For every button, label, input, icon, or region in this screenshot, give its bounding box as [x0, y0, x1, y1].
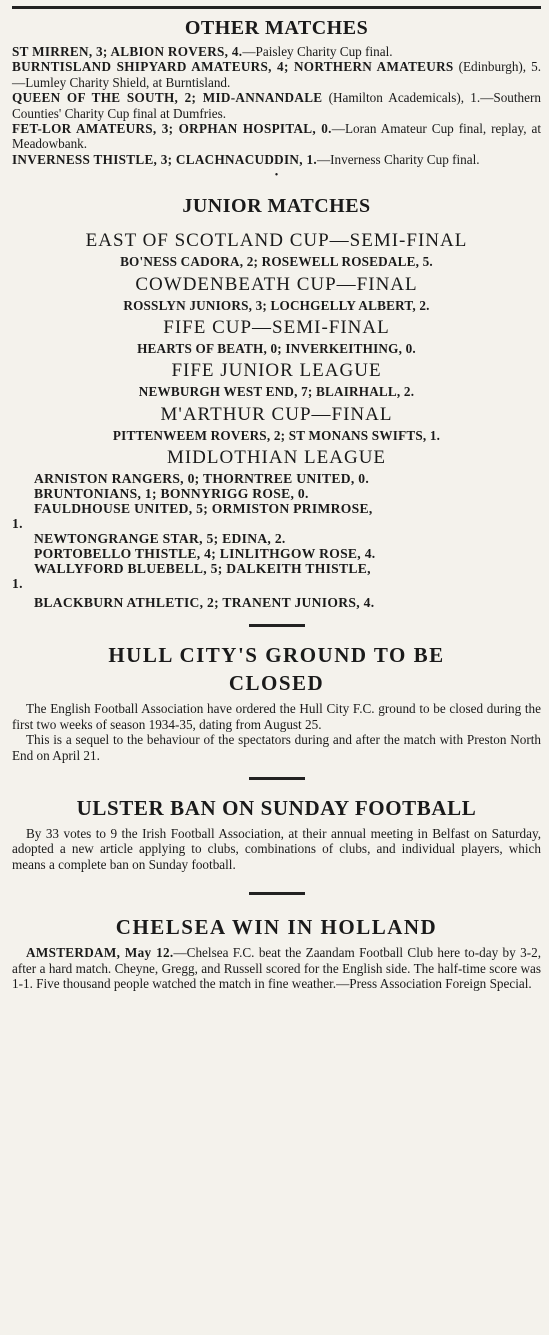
other-match-item: INVERNESS THISTLE, 3; CLACHNACUDDIN, 1.—Inverness Charity Cup final. [12, 151, 480, 167]
match-result: BLACKBURN ATHLETIC, 2; TRANENT JUNIORS, 4. [34, 595, 375, 611]
match-result: HEARTS OF BEATH, 0; INVERKEITHING, 0. [137, 341, 416, 357]
article-divider [249, 892, 305, 895]
ulster-article [12, 794, 541, 872]
top-rule [12, 6, 541, 9]
competition-title: EAST OF SCOTLAND CUP—SEMI-FINAL [85, 230, 468, 252]
competition-title: FIFE JUNIOR LEAGUE [171, 360, 382, 382]
chelsea-paragraph: AMSTERDAM, May 12.—Chelsea F.C. beat the Zaandam Football Club here to-day by 3-2, after a hard match. Cheyne, Gregg, and Russell scored for the English side. The half-time score was 1-1. Five thousand people watched the match in fine weather.—Press Association Foreign Special. [12, 945, 541, 991]
article-divider [249, 624, 305, 627]
other-match-item: QUEEN OF THE SOUTH, 2; MID-ANNANDALE (Hamilton Academicals), 1.—Southern Counties' Charity Cup final at Dumfries. [12, 90, 541, 121]
competition-title: M'ARTHUR CUP—FINAL [160, 403, 393, 425]
competition-title: FIFE CUP—SEMI-FINAL [163, 317, 390, 339]
other-match-item: FET-LOR AMATEURS, 3; ORPHAN HOSPITAL, 0.—Loran Amateur Cup final, replay, at Meadowbank. [12, 121, 542, 152]
chelsea-headline: CHELSEA WIN IN HOLLAND [115, 915, 438, 940]
hull-paragraph: The English Football Association have ordered the Hull City F.C. ground to be closed during the first two weeks of season 1934-35, dating from August 25. [12, 701, 541, 732]
other-matches-heading: OTHER MATCHES [184, 17, 369, 39]
dateline: AMSTERDAM, May 12. [26, 945, 174, 961]
junior-matches-section [12, 195, 541, 610]
match-result: ARNISTON RANGERS, 0; THORNTREE UNITED, 0. [34, 471, 370, 487]
match-result: WALLYFORD BLUEBELL, 5; DALKEITH THISTLE, [34, 561, 371, 577]
other-match-item: ST MIRREN, 3; ALBION ROVERS, 4.—Paisley Charity Cup final. [12, 44, 393, 59]
section-dot-divider: • [274, 170, 279, 182]
match-result-continuation: 1. [12, 516, 23, 532]
match-result: NEWTONGRANGE STAR, 5; EDINA, 2. [34, 531, 286, 547]
hull-headline-line2: CLOSED [228, 671, 325, 696]
competition-title: MIDLOTHIAN LEAGUE [166, 447, 387, 469]
match-result: ROSSLYN JUNIORS, 3; LOCHGELLY ALBERT, 2. [123, 297, 430, 313]
article-divider [249, 777, 305, 780]
ulster-headline: ULSTER BAN ON SUNDAY FOOTBALL [76, 795, 477, 820]
match-result-continuation: 1. [12, 576, 23, 592]
hull-paragraph: This is a sequel to the behaviour of the spectators during and after the match with Preston North End on April 21. [12, 732, 541, 763]
chelsea-article [12, 913, 541, 991]
other-matches-section [12, 17, 541, 167]
match-result: NEWBURGH WEST END, 7; BLAIRHALL, 2. [138, 384, 415, 400]
match-result: PITTENWEEM ROVERS, 2; ST MONANS SWIFTS, 1. [112, 427, 441, 443]
match-result: BO'NESS CADORA, 2; ROSEWELL ROSEDALE, 5. [120, 254, 433, 270]
hull-headline-line1: HULL CITY'S GROUND TO BE [108, 643, 445, 668]
other-match-item: BURNTISLAND SHIPYARD AMATEURS, 4; NORTHERN AMATEURS (Edinburgh), 5.—Lumley Charity Shield, at Burntisland. [12, 59, 542, 90]
hull-article [12, 641, 541, 763]
ulster-paragraph: By 33 votes to 9 the Irish Football Association, at their annual meeting in Belfast on Saturday, adopted a new article applying to clubs, combinations of clubs, and individual players, which means a complete ban on Sunday football. [12, 825, 541, 872]
junior-matches-heading: JUNIOR MATCHES [182, 195, 371, 218]
match-result: PORTOBELLO THISTLE, 4; LINLITHGOW ROSE, 4. [34, 546, 376, 562]
match-result: FAULDHOUSE UNITED, 5; ORMISTON PRIMROSE, [34, 501, 373, 517]
match-result: BRUNTONIANS, 1; BONNYRIGG ROSE, 0. [34, 486, 309, 502]
competition-title: COWDENBEATH CUP—FINAL [135, 273, 418, 295]
